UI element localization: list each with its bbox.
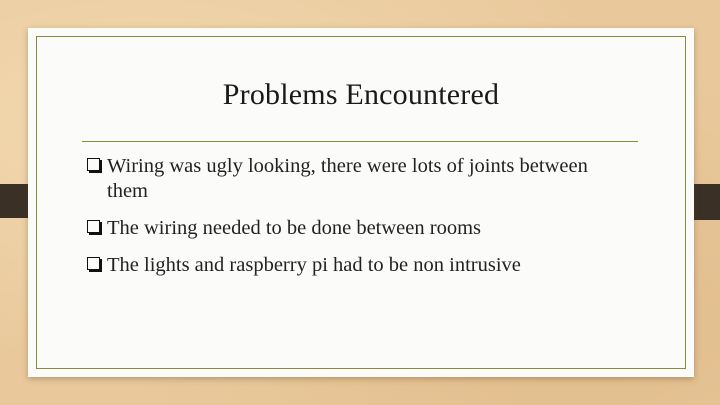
bullet-text: The lights and raspberry pi had to be non intrusive [107,254,521,276]
bullet-item [87,154,607,204]
bullet-item [87,216,607,241]
checkbox-square-icon [87,158,100,171]
slide-title: Problems Encountered [222,78,500,111]
title-divider [82,141,638,142]
slide-card [28,28,694,377]
bullet-text: Wiring was ugly looking, there were lots of joints between them [107,155,588,202]
bullet-text: The wiring needed to be done between rooms [107,217,482,239]
checkbox-square-icon [87,257,100,270]
bullet-item [87,253,607,278]
left-decorative-tab [0,184,28,218]
bullet-list [87,154,607,290]
checkbox-square-icon [87,220,100,233]
